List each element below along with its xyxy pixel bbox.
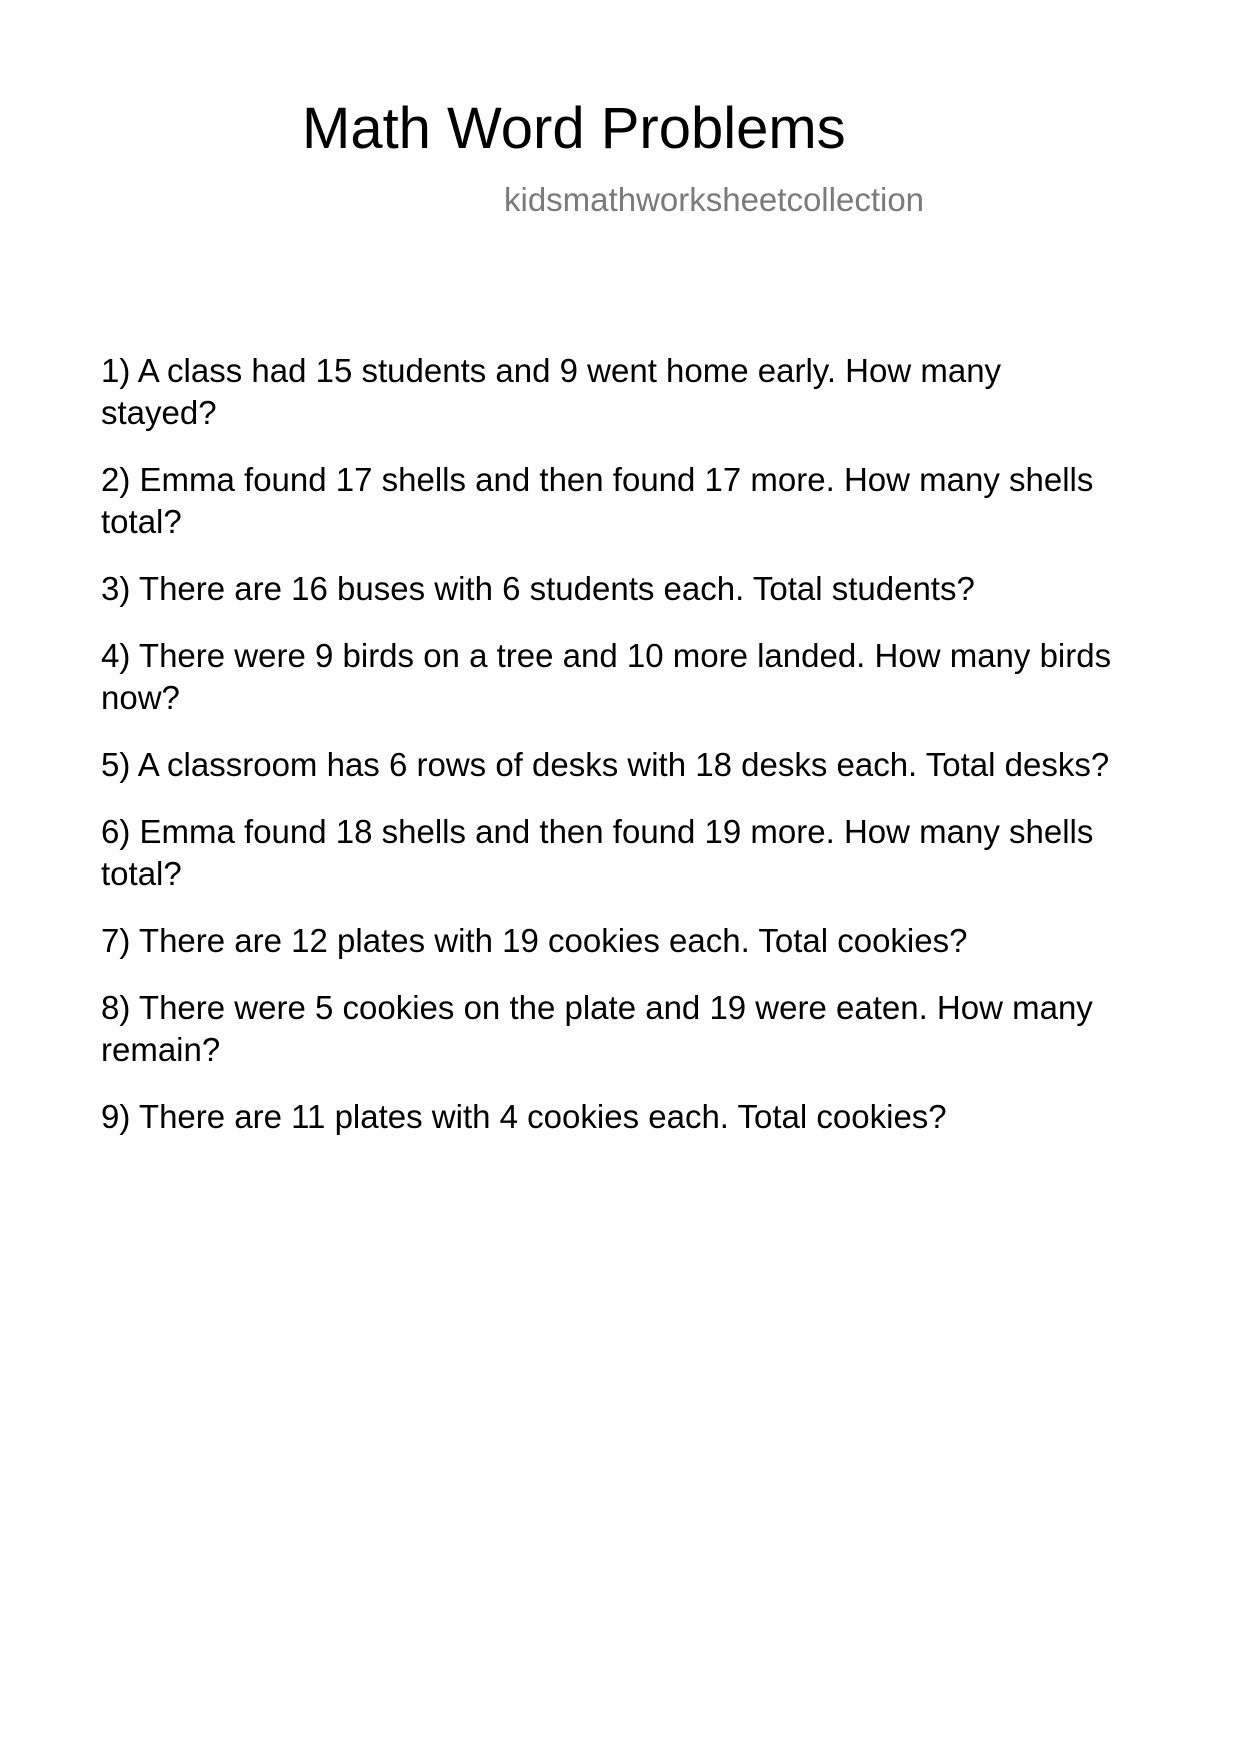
problem-1: 1) A class had 15 students and 9 went home early. How many stayed? [101,352,1002,431]
problem-2: 2) Emma found 17 shells and then found 17 more. How many shells total? [101,461,1094,540]
page-title: Math Word Problems [302,96,846,161]
problem-9: 9) There are 11 plates with 4 cookies each. Total cookies? [101,1098,947,1135]
problem-4: 4) There were 9 birds on a tree and 10 more landed. How many birds now? [101,637,1112,716]
problem-3: 3) There are 16 buses with 6 students each. Total students? [101,570,975,607]
source-label: kidsmathworksheetcollection [504,181,925,218]
problem-5: 5) A classroom has 6 rows of desks with 18 desks each. Total desks? [101,746,1110,783]
problem-list [101,350,1121,1163]
problem-8: 8) There were 5 cookies on the plate and 19 were eaten. How many remain? [101,989,1093,1068]
problem-6: 6) Emma found 18 shells and then found 19 more. How many shells total? [101,813,1094,892]
problem-7: 7) There are 12 plates with 19 cookies each. Total cookies? [101,922,968,959]
